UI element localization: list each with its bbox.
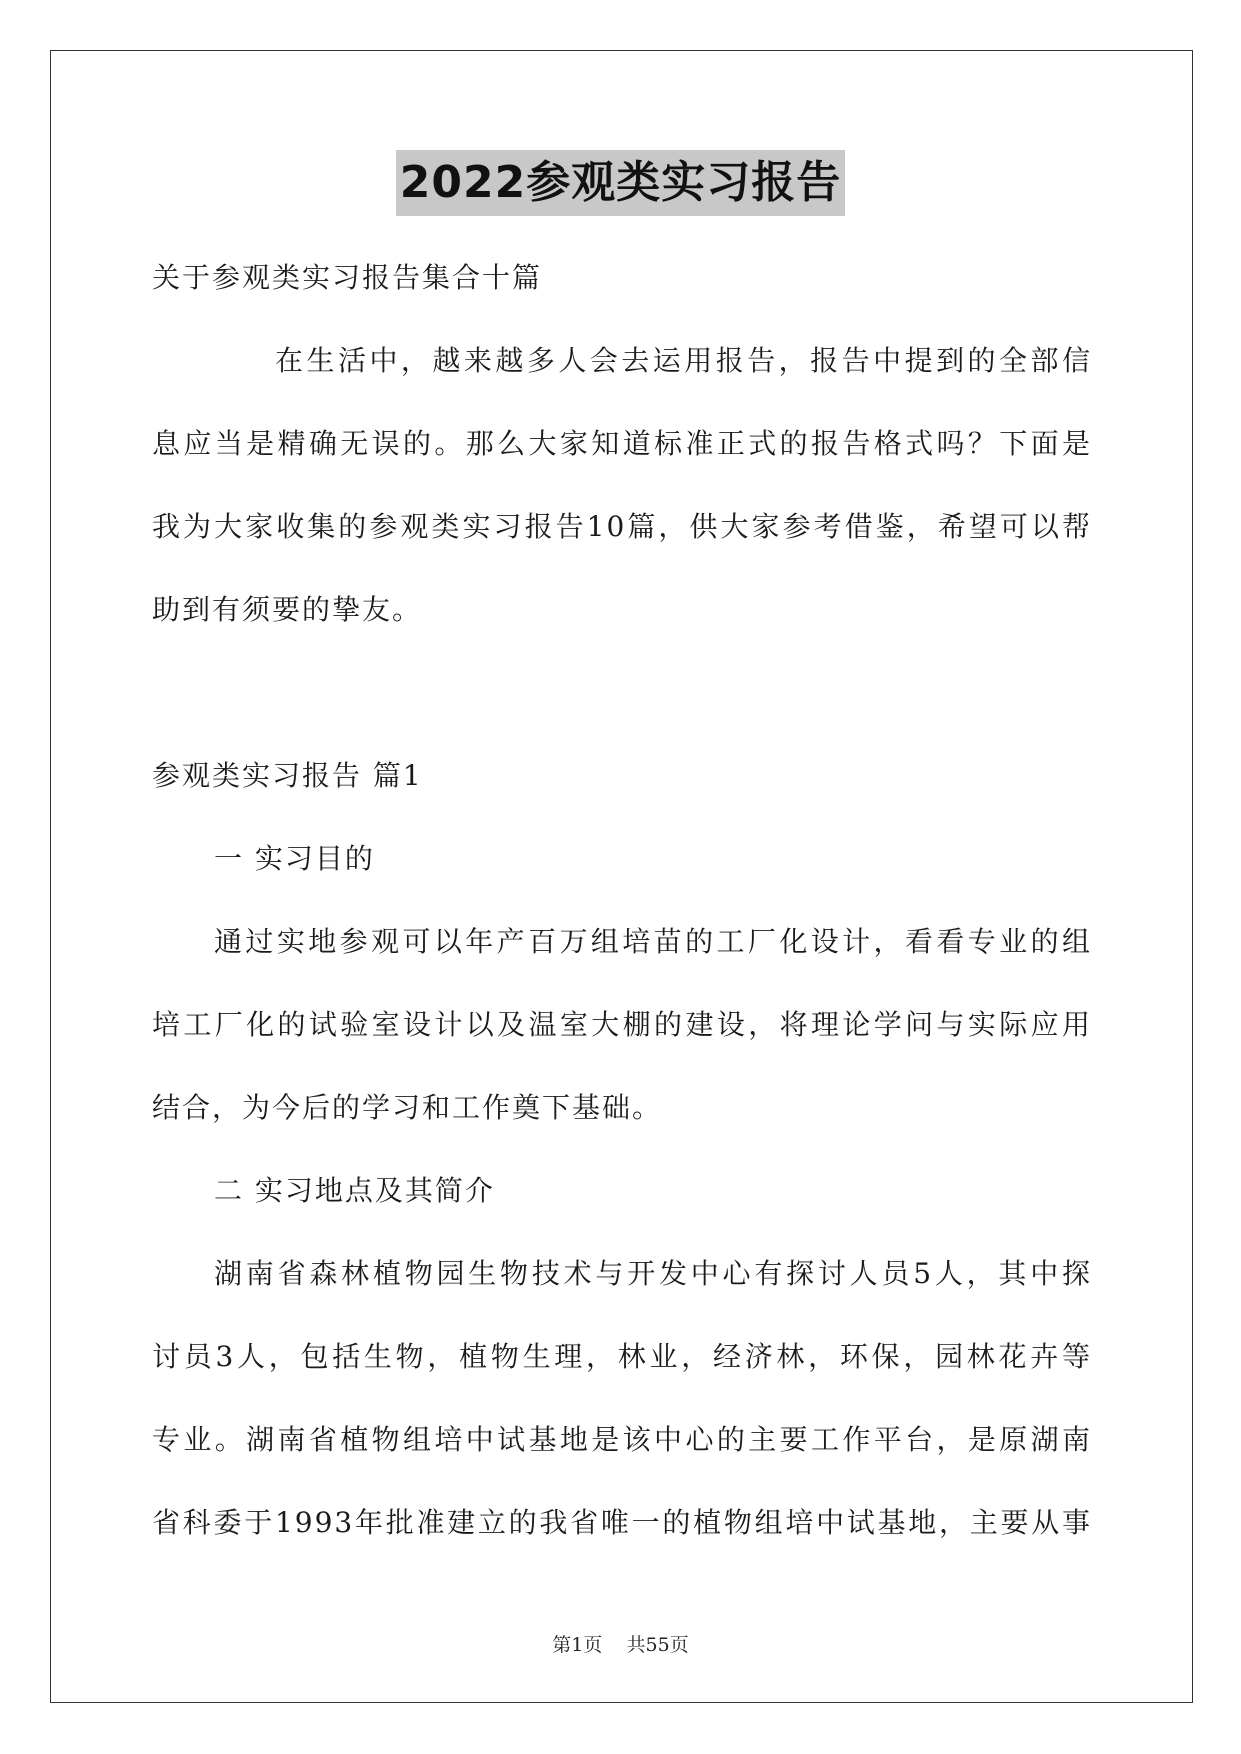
document-body (152, 236, 1092, 1564)
paragraph-line: 培工厂化的试验室设计以及温室大棚的建设，将理论学问与实际应用 (152, 1008, 1092, 1041)
paragraph-line: 我为大家收集的参观类实习报告10篇，供大家参考借鉴，希望可以帮 (152, 510, 1092, 543)
section-heading: 参观类实习报告 篇1 (152, 759, 423, 792)
paragraph-line: 助到有须要的挚友。 (152, 593, 423, 626)
document-title: 2022参观类实习报告 (396, 150, 845, 216)
blank-line (152, 651, 1092, 734)
page-number: 第1页 (552, 1634, 603, 1656)
subsection-heading: 二 实习地点及其简介 (214, 1174, 495, 1207)
paragraph-line: 专业。湖南省植物组培中试基地是该中心的主要工作平台，是原湖南 (152, 1423, 1092, 1456)
page-total: 共55页 (626, 1634, 689, 1656)
paragraph-line: 通过实地参观可以年产百万组培苗的工厂化设计，看看专业的组 (214, 925, 1092, 958)
paragraph-line: 湖南省森林植物园生物技术与开发中心有探讨人员5人，其中探 (214, 1257, 1092, 1290)
subsection-heading: 一 实习目的 (214, 842, 375, 875)
paragraph-line: 结合，为今后的学习和工作奠下基础。 (152, 1091, 663, 1124)
paragraph-line: 讨员3人，包括生物，植物生理，林业，经济林，环保，园林花卉等 (152, 1340, 1092, 1373)
title-container (0, 150, 1241, 216)
paragraph-line: 省科委于1993年批准建立的我省唯一的植物组培中试基地，主要从事 (152, 1506, 1092, 1539)
paragraph-line: 息应当是精确无误的。那么大家知道标准正式的报告格式吗？下面是 (152, 427, 1092, 460)
paragraph-line: 在生活中，越来越多人会去运用报告，报告中提到的全部信 (275, 344, 1092, 377)
subtitle-line: 关于参观类实习报告集合十篇 (152, 261, 543, 294)
page-footer (0, 1630, 1241, 1657)
